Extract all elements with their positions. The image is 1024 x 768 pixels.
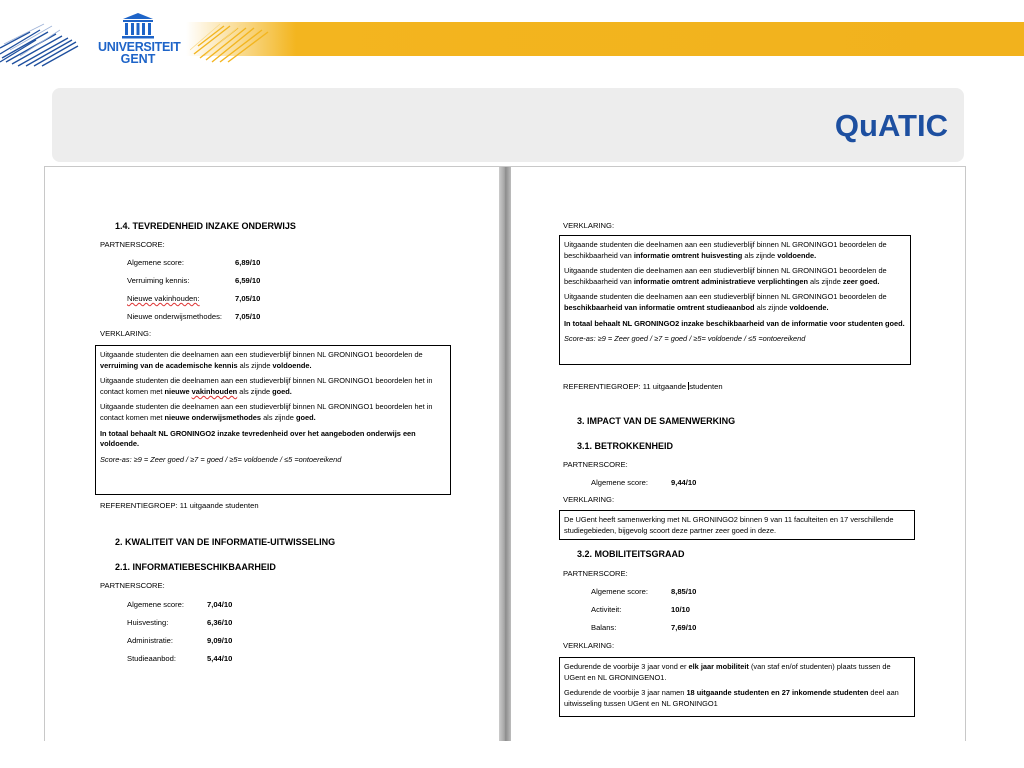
score-value: 7,69/10 <box>671 623 697 632</box>
text-run-bold: informatie omtrent huisvesting <box>633 250 743 260</box>
section-heading-3-2: 3.2. MOBILITEITSGRAAD <box>577 549 685 559</box>
text-run-bold: 18 uitgaande studenten en 27 inkomende studenten <box>686 688 869 698</box>
score-value: 8,85/10 <box>671 587 697 596</box>
box-paragraph <box>564 662 910 683</box>
score-label: Algemene score: <box>591 587 648 596</box>
section-heading-1-4: 1.4. TEVREDENHEID INZAKE ONDERWIJS <box>115 221 296 231</box>
text-run: (van staf en/of studenten) plaats tussen de UGent en NL GRONINGENO1. <box>564 662 891 682</box>
logo-line-universiteit: UNIVERSITEIT <box>98 40 181 54</box>
text-run: deel aan uitwisseling tussen UGent en NL GRONINGO1 <box>564 688 899 708</box>
text-run: Gedurende de voorbije 3 jaar vond er <box>564 662 689 671</box>
text-run: als zijnde <box>742 250 778 260</box>
score-label: Balans: <box>591 623 617 632</box>
score-label: Nieuwe onderwijsmethodes: <box>127 312 222 321</box>
referentiegroep-text <box>563 381 723 392</box>
score-value: 5,44/10 <box>207 654 233 663</box>
score-label: Nieuwe vakinhouden: <box>127 294 200 303</box>
text-run-bold: goed. <box>272 386 292 396</box>
text-run: Uitgaande studenten die deelnamen aan een studieverblijf binnen NL GRONINGO1 beoordelen de <box>100 350 423 359</box>
referentiegroep-text: REFERENTIEGROEP: 11 uitgaande studenten <box>100 501 259 510</box>
title-panel <box>52 88 964 162</box>
score-label: Huisvesting: <box>127 618 169 627</box>
box-paragraph <box>100 376 446 397</box>
score-label: Verruiming kennis: <box>127 276 190 285</box>
header-yellow-band <box>186 22 1024 56</box>
text-run-bold: verruiming van de academische kennis <box>100 360 238 370</box>
score-value: 7,05/10 <box>235 294 261 303</box>
verklaring-label: VERKLARING: <box>563 221 615 230</box>
slide-title: QuATIC <box>834 108 948 143</box>
box-paragraph: De UGent heeft samenwerking met NL GRONINGO2 binnen 9 van 11 faculteiten en 17 verschillende studiegebieden, bijgevolg scoort deze partner zeer goed in deze. <box>564 515 894 535</box>
partnerscore-label: PARTNERSCORE: <box>563 460 628 469</box>
score-value: 6,36/10 <box>207 618 233 627</box>
text-run-bold: beschikbaarheid van informatie omtrent studieaanbod <box>564 302 755 312</box>
box-paragraph <box>564 292 906 313</box>
partnerscore-label: PARTNERSCORE: <box>100 240 165 249</box>
box-paragraph <box>564 688 910 709</box>
text-run-bold: informatie omtrent administratieve verplichtingen <box>633 276 808 286</box>
section-heading-2-1: 2.1. INFORMATIEBESCHIKBAARHEID <box>115 562 276 572</box>
text-run: REFERENTIEGROEP: 11 uitgaande <box>563 382 689 391</box>
text-run: als zijnde <box>237 360 273 370</box>
text-run-bold: goed. <box>295 412 316 422</box>
text-run: Uitgaande studenten die deelnamen aan een studieverblijf binnen NL GRONINGO1 beoordelen het in contact komen met <box>100 402 433 422</box>
score-label: Algemene score: <box>127 258 184 267</box>
verklaring-label: VERKLARING: <box>100 329 152 338</box>
text-run: als zijnde <box>261 412 296 422</box>
document-view <box>44 166 966 741</box>
text-run: Uitgaande studenten die deelnamen aan een studieverblijf binnen NL GRONINGO1 beoordelen de beschikbaarheid van <box>564 266 887 286</box>
verklaring-box <box>559 235 911 365</box>
text-run-bold: nieuwe <box>164 386 192 396</box>
decorative-hatch-blue <box>0 18 80 68</box>
verklaring-label: VERKLARING: <box>563 641 615 650</box>
partnerscore-label: PARTNERSCORE: <box>100 581 165 590</box>
score-value: 6,89/10 <box>235 258 261 267</box>
text-run: Gedurende de voorbije 3 jaar namen <box>564 688 687 698</box>
text-run-bold: voldoende. <box>272 360 312 370</box>
text-run: Uitgaande studenten die deelnamen aan een studieverblijf binnen NL GRONINGO1 beoordelen de <box>564 292 887 302</box>
box-paragraph <box>564 266 906 287</box>
text-run-bold: nieuwe onderwijsmethodes <box>164 412 262 422</box>
verklaring-box <box>95 345 451 495</box>
text-run: als zijnde <box>237 386 273 396</box>
text-run-bold: voldoende. <box>789 302 829 312</box>
logo-line-gent: GENT <box>120 52 156 66</box>
box-paragraph <box>100 350 446 371</box>
score-label: Algemene score: <box>591 478 648 487</box>
page-divider <box>499 167 511 741</box>
partnerscore-label: PARTNERSCORE: <box>563 569 628 578</box>
score-value: 9,09/10 <box>207 636 233 645</box>
box-paragraph <box>100 402 446 423</box>
score-value: 10/10 <box>671 605 691 614</box>
text-run: als zijnde <box>808 276 843 286</box>
section-heading-3: 3. IMPACT VAN DE SAMENWERKING <box>577 416 736 426</box>
text-run: studenten <box>689 382 723 391</box>
text-run: Uitgaande studenten die deelnamen aan een studieverblijf binnen NL GRONINGO1 beoordelen het in contact komen met <box>100 376 433 396</box>
score-value: 7,05/10 <box>235 312 261 321</box>
verklaring-box <box>559 657 915 717</box>
verklaring-label: VERKLARING: <box>563 495 615 504</box>
text-run-bold: zeer goed. <box>842 276 880 286</box>
score-label: Algemene score: <box>127 600 184 609</box>
section-heading-2: 2. KWALITEIT VAN DE INFORMATIE-UITWISSELING <box>115 537 336 547</box>
temple-logo-icon <box>120 12 156 40</box>
text-run-bold: voldoende. <box>777 250 817 260</box>
box-paragraph <box>564 240 906 261</box>
score-axis-note: Score-as: ≥9 = Zeer goed / ≥7 = goed / ≥5= voldoende / ≤5 =ontoereikend <box>100 454 342 464</box>
text-run-bold: elk jaar mobiliteit <box>688 662 749 671</box>
decorative-hatch-yellow <box>190 16 270 64</box>
score-label: Activiteit: <box>591 605 622 614</box>
score-label: Administratie: <box>127 636 174 645</box>
ugent-logo[interactable] <box>98 12 181 72</box>
score-label: Studieaanbod: <box>127 654 176 663</box>
text-run-bold: vakinhouden <box>191 386 238 396</box>
score-value: 7,04/10 <box>207 600 233 609</box>
box-summary: In totaal behaalt NL GRONINGO2 inzake beschikbaarheid van de informatie voor studenten goed. <box>564 318 905 328</box>
box-summary: In totaal behaalt NL GRONINGO2 inzake tevredenheid over het aangeboden onderwijs een voldoende. <box>100 428 416 449</box>
text-run: als zijnde <box>754 302 790 312</box>
section-heading-3-1: 3.1. BETROKKENHEID <box>577 441 674 451</box>
verklaring-box <box>559 510 915 540</box>
text-run: Uitgaande studenten die deelnamen aan een studieverblijf binnen NL GRONINGO1 beoordelen de beschikbaarheid van <box>564 240 887 260</box>
score-value: 9,44/10 <box>671 478 697 487</box>
score-value: 6,59/10 <box>235 276 261 285</box>
score-axis-note: Score-as: ≥9 = Zeer goed / ≥7 = goed / ≥5= voldoende / ≤5 =ontoereikend <box>564 334 806 344</box>
